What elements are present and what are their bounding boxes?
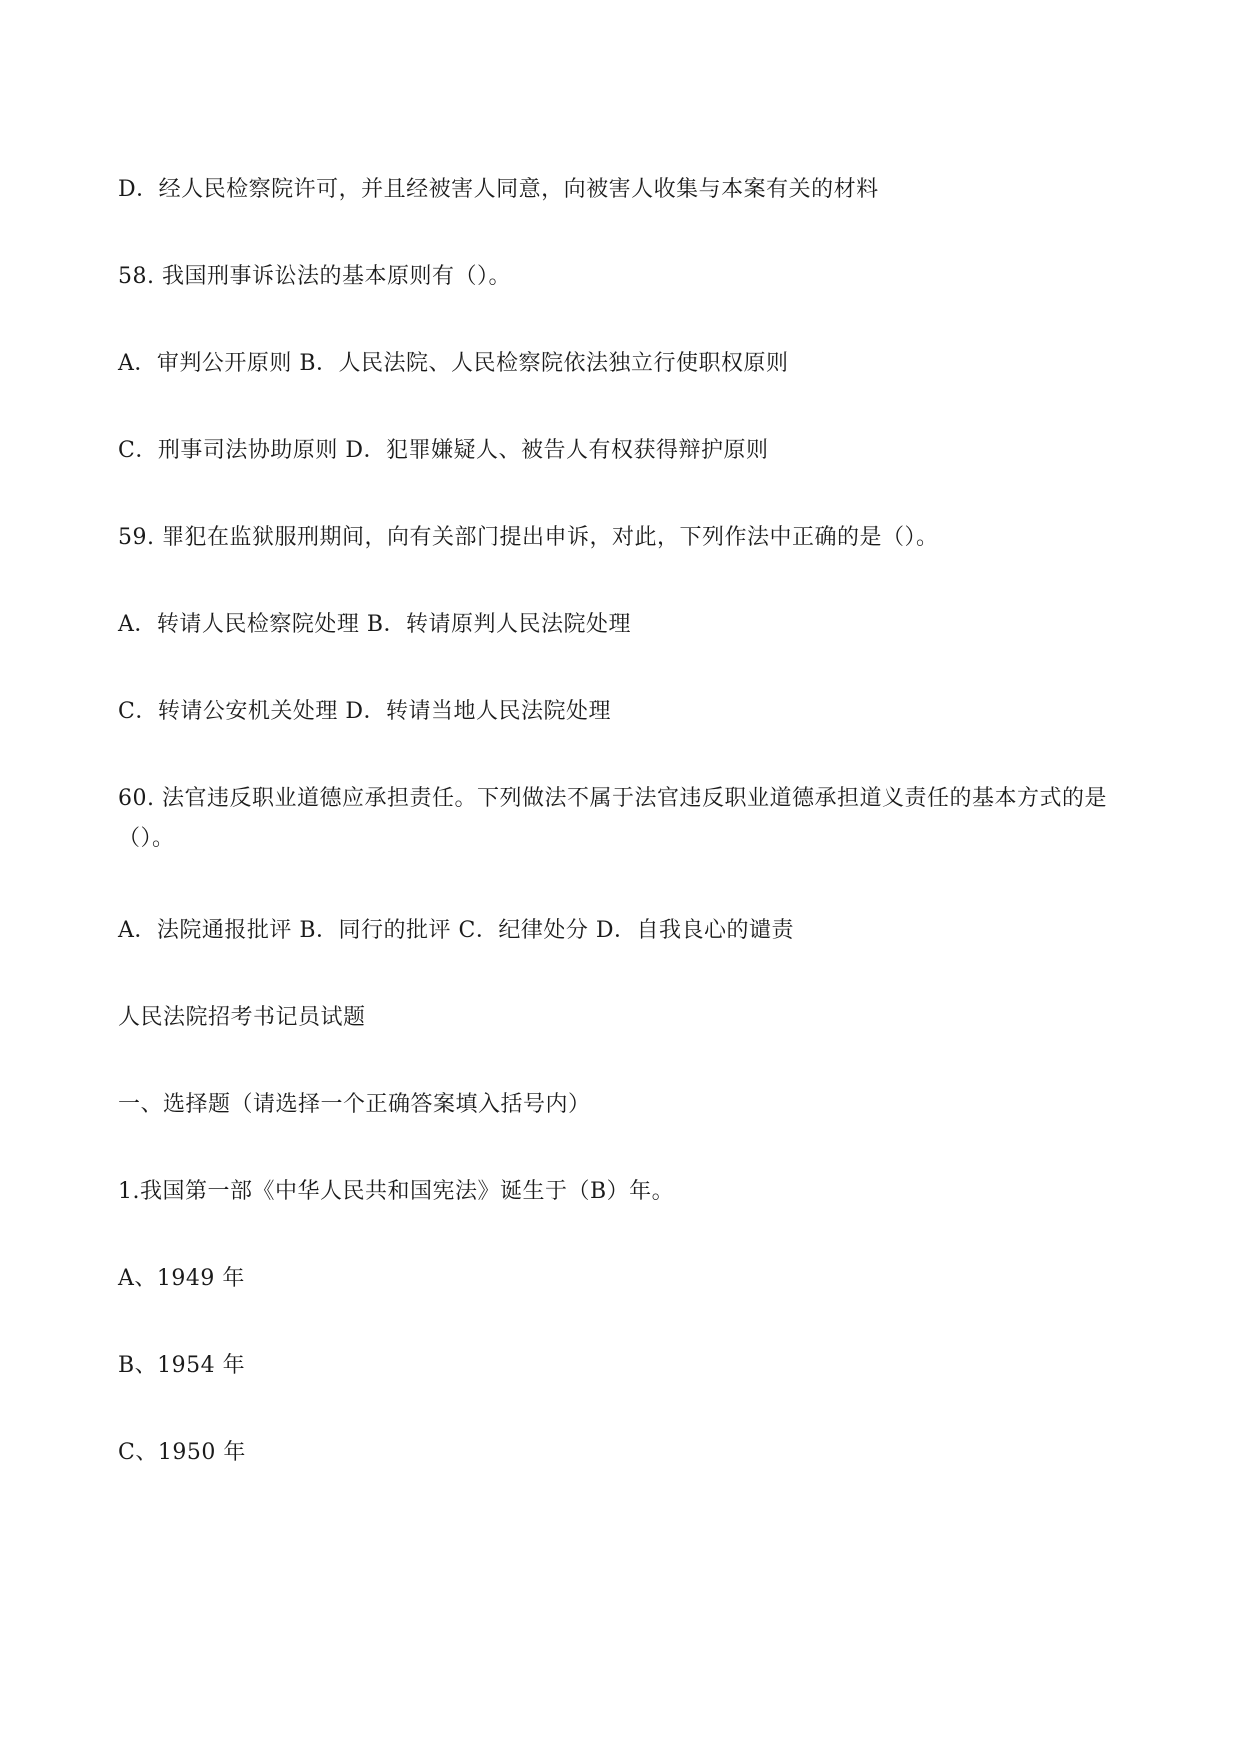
question-58: 58. 我国刑事诉讼法的基本原则有（）。: [118, 264, 511, 289]
q58-options-cd: C．刑事司法协助原则 D．犯罪嫌疑人、被告人有权获得辩护原则: [118, 438, 769, 463]
q59-options-cd: C．转请公安机关处理 D．转请当地人民法院处理: [118, 699, 611, 724]
section-title: 人民法院招考书记员试题: [118, 1005, 366, 1030]
q60-options: A．法院通报批评 B．同行的批评 C．纪律处分 D．自我良心的谴责: [118, 918, 795, 943]
question-60: 60. 法官违反职业道德应承担责任。下列做法不属于法官违反职业道德承担道义责任的基本方式的是（）。: [118, 786, 1107, 851]
q1-option-a: A、1949 年: [118, 1266, 245, 1291]
q57-option-d: D．经人民检察院许可，并且经被害人同意，向被害人收集与本案有关的材料: [118, 177, 879, 202]
q1-option-c: C、1950 年: [118, 1440, 246, 1465]
q59-options-ab: A．转请人民检察院处理 B．转请原判人民法院处理: [118, 612, 632, 637]
section-heading: 一、选择题（请选择一个正确答案填入括号内）: [118, 1092, 591, 1117]
question-1: 1.我国第一部《中华人民共和国宪法》诞生于（B）年。: [118, 1179, 675, 1204]
q58-options-ab: A．审判公开原则 B．人民法院、人民检察院依法独立行使职权原则: [118, 351, 789, 376]
question-59: 59. 罪犯在监狱服刑期间，向有关部门提出申诉，对此，下列作法中正确的是（）。: [118, 525, 939, 550]
q1-option-b: B、1954 年: [118, 1353, 246, 1378]
